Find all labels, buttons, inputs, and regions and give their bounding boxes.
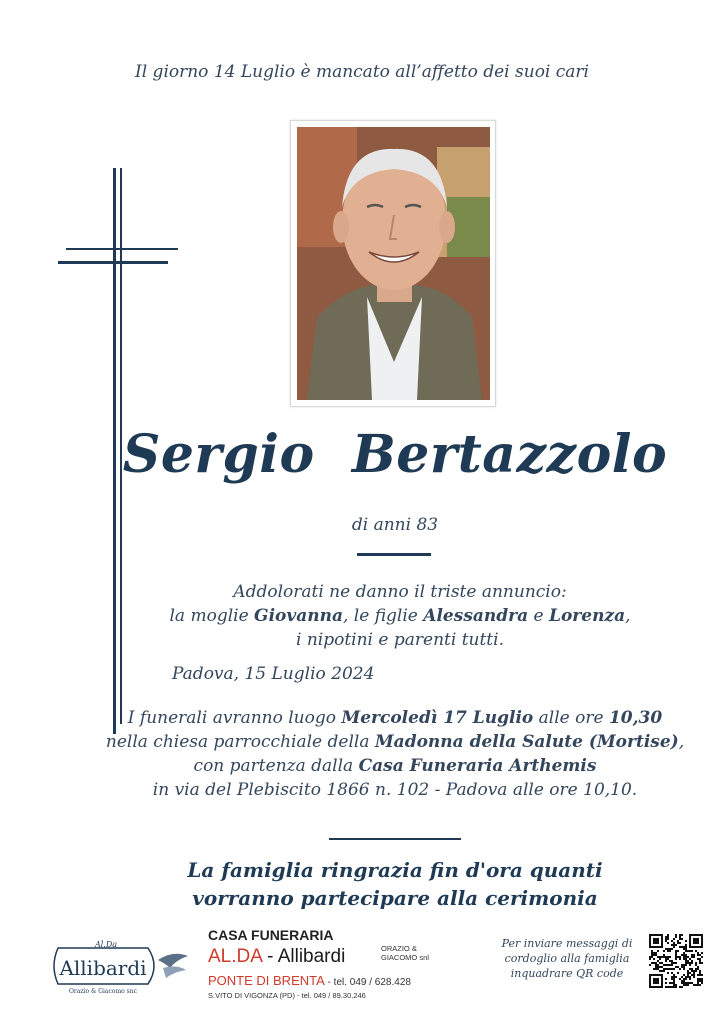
cross-horizontal-bar-top [66,248,178,250]
announcement [0,580,724,652]
svg-text:Orazio & Giacomo snc: Orazio & Giacomo snc [69,988,137,995]
thanks-message: La famiglia ringrazia fin d'ora quanti vorranno partecipare alla cerimonia [187,858,603,910]
funeral-home-address: S.VITO DI VIGONZA (PD) - tel. 049 / 89.30.246 [208,991,366,1000]
divider [329,838,461,840]
branch-phone: - tel. 049 / 628.428 [324,977,411,988]
funeral-home: Casa Funeraria Arthemis [358,756,597,776]
cross-horizontal-bar [58,261,168,264]
funeral-home-title: CASA FUNERARIA [208,927,334,943]
qr-code-icon[interactable] [649,934,703,988]
place-date: Padova, 15 Luglio 2024 [172,664,375,684]
announcement-line: la moglie Giovanna, le figlie Alessandra e Lorenza, [169,606,631,626]
svg-text:Al.Da: Al.Da [94,940,118,949]
intro-text: Il giorno 14 Luglio è mancato all’affetto dei suoi cari [135,62,589,82]
age-text: di anni 83 [351,515,439,535]
daughter-name: Alessandra [423,606,529,626]
announcement-line: Addolorati ne danno il triste annuncio: [233,582,567,602]
daughter-name: Lorenza [549,606,626,626]
funeral-day: Mercoledì 17 Luglio [341,708,534,728]
funeral-time: 10,30 [608,708,663,728]
deceased-name [0,424,724,485]
qr-instructions: Per inviare messaggi di cordoglio alla famiglia inquadrare QR code [501,937,633,980]
funeral-home-logo [48,938,196,996]
divider [357,553,431,556]
first-name: Sergio [122,424,315,485]
funeral-home-branch: PONTE DI BRENTA - tel. 049 / 628.428 [208,973,411,988]
funeral-line: in via del Plebiscito 1866 n. 102 - Padova alle ore 10,10. [152,780,638,800]
last-name: Bertazzolo [351,424,668,485]
funeral-line: I funerali avranno luogo Mercoledì 17 Luglio alle ore 10,30 [127,708,663,728]
funeral-details [0,706,724,802]
funeral-home-name: AL.DA - Allibardi [208,946,346,967]
funeral-line: nella chiesa parrocchiale della Madonna della Salute (Mortise), [105,732,685,752]
funeral-home-owners: ORAZIO & GIACOMO snl [381,944,429,962]
wife-name: Giovanna [254,606,343,626]
portrait-photo [297,127,490,400]
funeral-line: con partenza dalla Casa Funeraria Arthemis [193,756,597,776]
church-name: Madonna della Salute (Mortise) [374,732,679,752]
announcement-line: i nipotini e parenti tutti. [296,630,504,650]
svg-text:Allibardi: Allibardi [59,956,147,980]
